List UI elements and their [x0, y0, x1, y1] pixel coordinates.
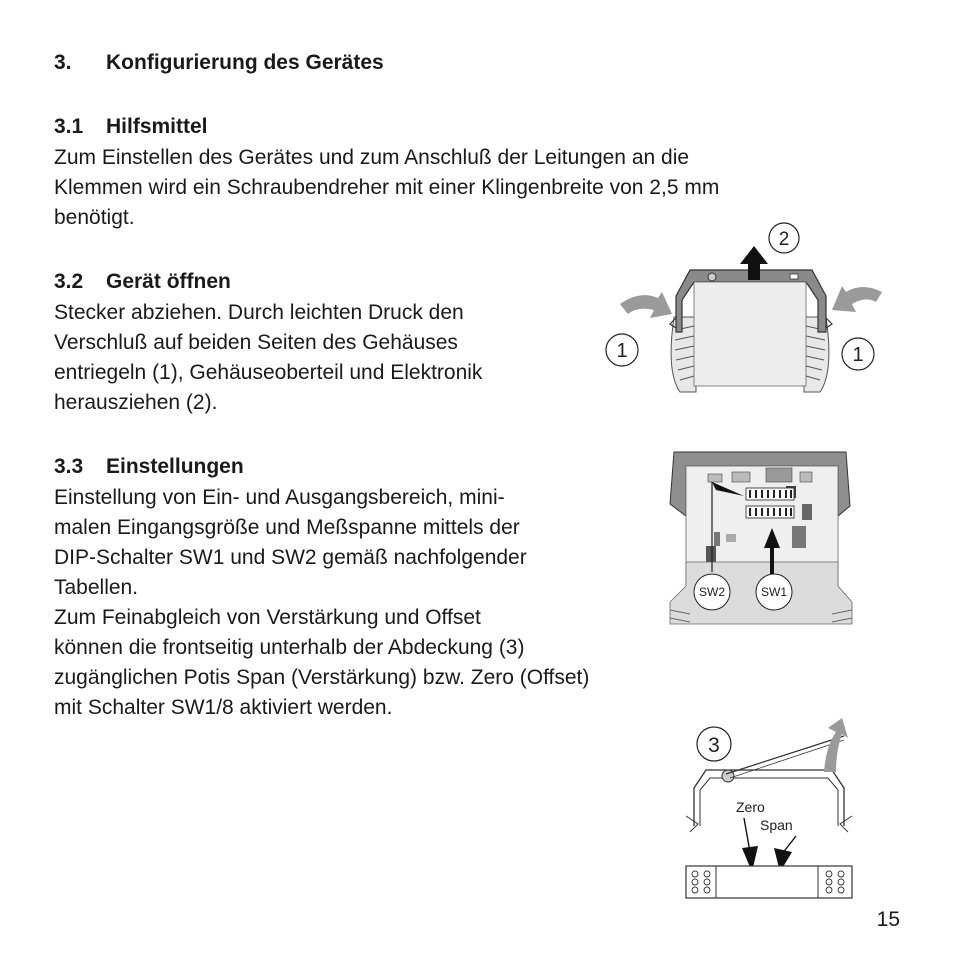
dip-switch-figure — [666, 446, 856, 628]
section-3-2-line: herausziehen (2). — [54, 391, 218, 414]
section-3-2-line: entriegeln (1), Gehäuseoberteil und Elektronik — [54, 361, 483, 384]
section-3-3-line: zugänglichen Potis Span (Verstärkung) bzw. Zero (Offset) — [54, 666, 590, 689]
zero-label: Zero — [736, 799, 765, 815]
press-right-arrow-icon — [832, 286, 882, 312]
section-3-2-number: 3.2 — [54, 270, 84, 293]
section-3-1-line: Klemmen wird ein Schraubendreher mit einer Klingenbreite von 2,5 mm — [54, 176, 720, 199]
section-3-1-title: Hilfsmittel — [106, 115, 208, 138]
section-3-3-line: DIP-Schalter SW1 und SW2 gemäß nachfolgender — [54, 546, 527, 569]
span-label: Span — [760, 817, 793, 833]
section-3-3-line: Einstellung von Ein- und Ausgangsbereich, mini- — [54, 486, 505, 509]
callout-3-label: 3 — [708, 734, 720, 757]
callout-1-right-label: 1 — [852, 344, 864, 366]
section-3-3-line: Tabellen. — [54, 576, 139, 599]
sw1-label: SW1 — [760, 585, 788, 599]
section-3-2-line: Verschluß auf beiden Seiten des Gehäuses — [54, 331, 458, 354]
sw2-label: SW2 — [698, 585, 726, 599]
section-3-3-line: können die frontseitig unterhalb der Abdeckung (3) — [54, 636, 525, 659]
section-3-2-title: Gerät öffnen — [106, 270, 231, 293]
electronics-board — [694, 282, 806, 386]
press-left-arrow-icon — [620, 292, 672, 318]
callout-1-left-label: 1 — [616, 340, 628, 362]
device-open-figure — [600, 222, 900, 402]
section-3-3-number: 3.3 — [54, 455, 84, 478]
section-3-1-line: Zum Einstellen des Gerätes und zum Anschluß der Leitungen an die — [54, 146, 690, 169]
cover-figure — [676, 716, 860, 902]
section-3-3-line: malen Eingangsgröße und Meßspanne mittels der — [54, 516, 520, 539]
section-3-3-line: Zum Feinabgleich von Verstärkung und Offset — [54, 606, 481, 629]
chapter-title: Konfigurierung des Gerätes — [106, 51, 384, 74]
terminal-strip — [686, 866, 852, 898]
section-3-1-number: 3.1 — [54, 115, 84, 138]
chapter-number: 3. — [54, 51, 72, 74]
callout-2-label: 2 — [778, 229, 790, 250]
chapter-heading — [54, 48, 384, 78]
section-3-3-line: mit Schalter SW1/8 aktiviert werden. — [54, 696, 393, 719]
page-number: 15 — [876, 908, 900, 931]
section-3-2-line: Stecker abziehen. Durch leichten Druck den — [54, 301, 464, 324]
screw-icon — [708, 273, 716, 281]
cover-lift-arrow-icon — [824, 718, 848, 772]
section-3-3-heading — [54, 452, 244, 482]
section-3-2-heading — [54, 267, 231, 297]
housing-side-left — [671, 317, 696, 392]
section-3-1-heading — [54, 112, 208, 142]
section-3-1-line: benötigt. — [54, 206, 135, 229]
section-3-3-title: Einstellungen — [106, 455, 244, 478]
